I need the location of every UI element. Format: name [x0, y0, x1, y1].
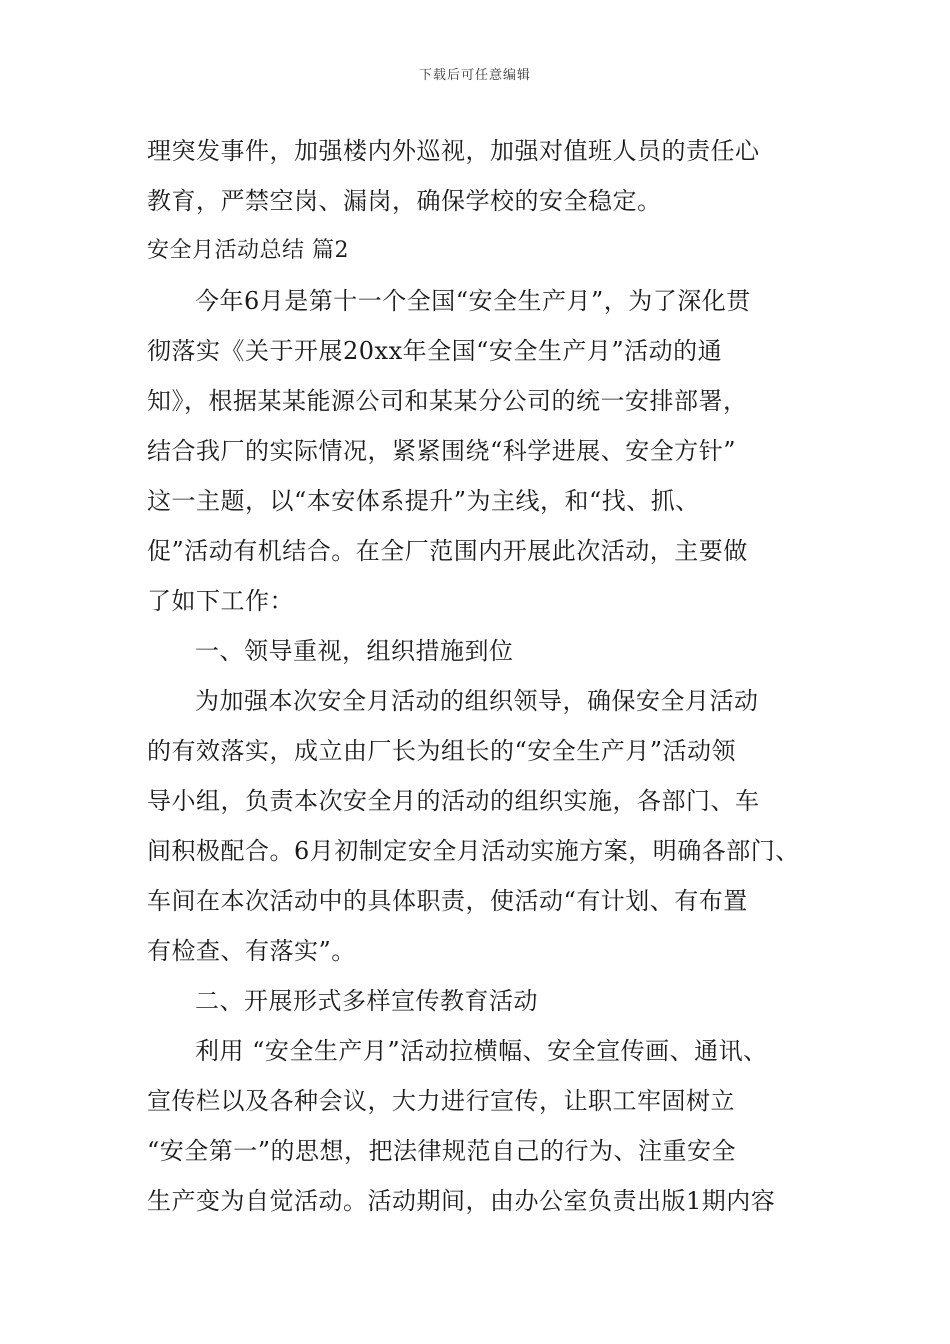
text-line: 利用 “安全生产月”活动拉横幅、安全宣传画、通讯、	[195, 1037, 768, 1065]
text-line: 这一主题，以“本安体系提升”为主线，和“找、抓、	[147, 487, 700, 515]
text-line: 有检查、有落实”。	[147, 937, 356, 965]
text-line: 为加强本次安全月活动的组织领导，确保安全月活动	[195, 687, 759, 715]
text-line: 教育，严禁空岗、漏岗，确保学校的安全稳定。	[147, 187, 662, 215]
text-line: 了如下工作：	[147, 587, 294, 615]
text-line: 二、开展形式多样宣传教育活动	[195, 987, 538, 1015]
document-body	[147, 126, 812, 1226]
text-line: 理突发事件，加强楼内外巡视，加强对值班人员的责任心	[147, 137, 760, 165]
text-line: 的有效落实，成立由厂长为组长的“安全生产月”活动领	[147, 737, 737, 765]
page-header: 下载后可任意编辑	[418, 68, 531, 83]
text-line: “安全第一”的思想，把法律规范自己的行为、注重安全	[147, 1137, 737, 1165]
text-line: 今年6月是第十一个全国“安全生产月”，为了深化贯	[195, 287, 751, 315]
text-line: 彻落实《关于开展20xx年全国“安全生产月”活动的通	[147, 337, 723, 365]
text-line: 结合我厂的实际情况，紧紧围绕“科学进展、安全方针”	[147, 437, 737, 465]
text-line: 间积极配合。6月初制定安全月活动实施方案，明确各部门、	[147, 837, 800, 865]
text-line: 一、领导重视，组织措施到位	[195, 637, 514, 665]
text-line: 生产变为自觉活动。活动期间，由办公室负责出版1期内容	[147, 1187, 776, 1215]
text-line: 车间在本次活动中的具体职责，使活动“有计划、有布置	[147, 887, 748, 915]
text-line: 宣传栏以及各种会议，大力进行宣传，让职工牢固树立	[147, 1087, 735, 1115]
section-heading: 安全月活动总结 篇2	[147, 238, 349, 263]
text-line: 导小组，负责本次安全月的活动的组织实施，各部门、车	[147, 787, 760, 815]
text-line: 促”活动有机结合。在全厂范围内开展此次活动，主要做	[147, 537, 748, 565]
text-line: 知》，根据某某能源公司和某某分公司的统一安排部署，	[147, 387, 748, 415]
